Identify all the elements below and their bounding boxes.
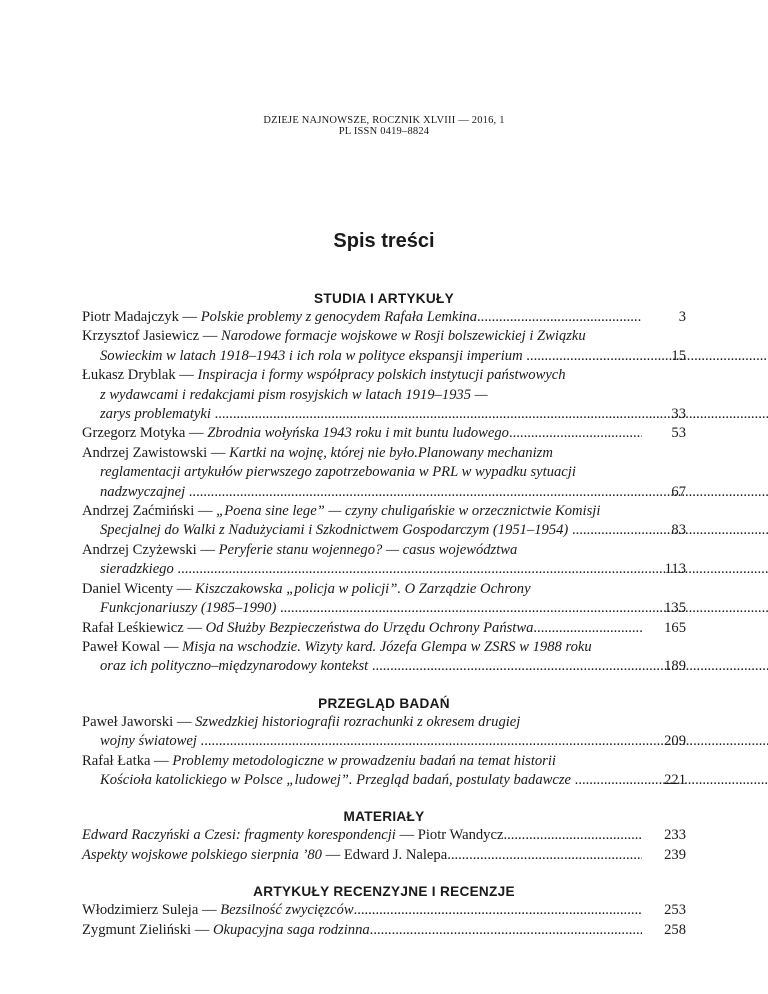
entry-author: — Piotr Wandycz xyxy=(395,827,504,844)
entry-author: Włodzimierz Suleja — xyxy=(82,902,221,919)
entry-text xyxy=(82,846,642,865)
entry-author: Andrzej Czyżewski — xyxy=(82,541,219,558)
entry-text xyxy=(82,327,642,366)
entry-page-number: 67 xyxy=(671,483,686,500)
toc-entry[interactable] xyxy=(82,308,686,327)
toc-section xyxy=(82,290,686,677)
entry-author: Krzysztof Jasiewicz — xyxy=(82,328,221,345)
toc-entry[interactable] xyxy=(82,444,686,502)
toc-entry[interactable] xyxy=(82,713,686,752)
entry-text xyxy=(82,826,642,845)
entry-page-number: 135 xyxy=(664,600,686,617)
entry-text xyxy=(82,901,642,920)
dot-leader xyxy=(523,348,768,364)
dot-leader xyxy=(354,901,642,920)
entry-title: Aspekty wojskowe polskiego sierpnia ’80 xyxy=(82,846,322,863)
toc-entry[interactable] xyxy=(82,846,686,865)
entry-title: Problemy metodologiczne w prowadzeniu badań na temat historii xyxy=(172,752,556,769)
toc-entry[interactable] xyxy=(82,638,686,677)
toc-entry[interactable] xyxy=(82,901,686,920)
entry-page-number: 113 xyxy=(664,561,686,578)
entry-title: wojny światowej xyxy=(100,733,197,750)
entry-title: Narodowe formacje wojskowe w Rosji bolszewickiej i Związku xyxy=(221,328,586,345)
entry-title: nadzwyczajnej xyxy=(100,483,186,500)
entry-page-number: 15 xyxy=(671,347,686,364)
entry-author: Rafał Leśkiewicz — xyxy=(82,619,206,636)
entry-title: Kościoła katolickiego w Polsce „ludowej”. Przegląd badań, postulaty badawcze xyxy=(100,771,572,788)
dot-leader xyxy=(370,921,642,940)
entry-title: Misja na wschodzie. Wizyty kard. Józefa Glempa w ZSRS w 1988 roku xyxy=(182,638,592,655)
entry-text xyxy=(82,713,642,752)
entry-text xyxy=(82,580,642,619)
entry-author: Rafał Łatka — xyxy=(82,752,173,769)
entry-author: Paweł Kowal — xyxy=(82,638,183,655)
dot-leader xyxy=(276,600,768,616)
entry-title: Zbrodnia wołyńska 1943 roku i mit buntu ludowego xyxy=(207,425,509,442)
entry-page-number: 253 xyxy=(664,902,686,919)
entry-title: Szwedzkiej historiografii rozrachunki z okresem drugiej xyxy=(195,713,521,730)
entry-page-number: 221 xyxy=(664,771,686,788)
entry-title: Edward Raczyński a Czesi: fragmenty korespondencji xyxy=(82,827,396,844)
entry-title: Bezsilność zwycięzców xyxy=(220,902,354,919)
toc-entry[interactable] xyxy=(82,921,686,940)
entry-page-number: 3 xyxy=(678,309,686,325)
toc-section xyxy=(82,808,686,865)
entry-page-number: 189 xyxy=(664,658,686,675)
entry-text xyxy=(82,752,642,791)
entry-text xyxy=(82,638,642,677)
entry-text xyxy=(82,444,642,502)
toc-entry[interactable] xyxy=(82,541,686,580)
toc-entry[interactable] xyxy=(82,424,686,443)
entry-author: Andrzej Zawistowski — xyxy=(82,444,230,461)
entry-page-number: 209 xyxy=(664,733,686,750)
entry-text xyxy=(82,921,642,940)
entry-author: — Edward J. Nalepa xyxy=(321,846,448,863)
toc-entry[interactable] xyxy=(82,619,686,638)
entry-title: Kartki na wojnę, której nie było.Planowany mechanizm xyxy=(229,444,553,461)
entry-page-number: 233 xyxy=(664,827,686,844)
entry-page-number: 83 xyxy=(671,522,686,539)
entry-page-number: 53 xyxy=(671,425,686,442)
entry-author: Andrzej Zaćmiński — xyxy=(82,503,217,520)
dot-leader xyxy=(368,658,768,674)
toc-entry[interactable] xyxy=(82,366,686,424)
toc-entry[interactable] xyxy=(82,502,686,541)
entry-text xyxy=(82,366,642,424)
journal-header-line1: DZIEJE NAJNOWSZE, ROCZNIK XLVIII — 2016, 1 xyxy=(263,115,505,126)
toc-entry[interactable] xyxy=(82,580,686,619)
entry-title: Sowieckim w latach 1918–1943 i ich rola w polityce ekspansji imperium xyxy=(100,347,523,364)
entry-text xyxy=(82,308,642,327)
dot-leader xyxy=(447,846,642,865)
dot-leader xyxy=(509,424,642,443)
entry-author: Piotr Madajczyk — xyxy=(82,309,201,325)
entry-author: Grzegorz Motyka — xyxy=(82,425,208,442)
section-heading: PRZEGLĄD BADAŃ xyxy=(318,695,450,711)
toc-entry[interactable] xyxy=(82,752,686,791)
entry-title: „Poena sine lege” — czyny chuligańskie w orzecznictwie Komisji xyxy=(216,503,601,520)
entry-author: Łukasz Dryblak — xyxy=(82,367,198,384)
entry-title: sieradzkiego xyxy=(100,561,174,578)
journal-header xyxy=(0,115,768,137)
entry-title: Od Służby Bezpieczeństwa do Urzędu Ochrony Państwa xyxy=(205,619,534,636)
entry-title: Polskie problemy z genocydem Rafała Lemkina xyxy=(200,309,478,325)
entry-text xyxy=(82,541,642,580)
entry-title: Funkcjonariuszy (1985–1990) xyxy=(100,600,277,617)
entry-page-number: 239 xyxy=(664,846,686,863)
toc-entry[interactable] xyxy=(82,826,686,845)
entry-page-number: 33 xyxy=(671,406,686,423)
toc-section xyxy=(82,883,686,940)
entry-title: Kiszczakowska „policja w policji”. O Zarządzie Ochrony xyxy=(195,580,531,597)
entry-text xyxy=(82,502,642,541)
entry-title: Specjalnej do Walki z Nadużyciami i Szkodnictwem Gospodarczym (1951–1954) xyxy=(100,522,569,539)
entry-text xyxy=(82,619,642,638)
section-heading: STUDIA I ARTYKUŁY xyxy=(313,291,455,306)
entry-title: Peryferie stanu wojennego? — casus województwa xyxy=(218,541,518,558)
entry-title: Okupacyjna saga rodzinna xyxy=(212,921,370,938)
section-heading: MATERIAŁY xyxy=(343,809,425,825)
entry-title: oraz ich polityczno–międzynarodowy kontekst xyxy=(100,658,369,675)
table-of-contents xyxy=(82,290,686,940)
entry-author: Daniel Wicenty — xyxy=(82,580,196,597)
toc-section xyxy=(82,695,686,791)
entry-page-number: 258 xyxy=(664,921,686,938)
dot-leader xyxy=(477,308,642,327)
entry-title: zarys problematyki xyxy=(100,406,211,423)
dot-leader xyxy=(503,826,642,845)
journal-header-line2: PL ISSN 0419–8824 xyxy=(338,126,430,137)
entry-author: Paweł Jaworski — xyxy=(82,713,196,730)
entry-text xyxy=(82,424,642,443)
entry-title: reglamentacji artykułów pierwszego zapotrzebowania w PRL w wypadku sytuacji xyxy=(100,464,576,481)
dot-leader xyxy=(533,619,642,638)
entry-author: Zygmunt Zieliński — xyxy=(82,921,213,938)
entry-title: Inspiracja i formy współpracy polskich instytucji państwowych xyxy=(197,367,566,384)
entry-page-number: 165 xyxy=(664,619,686,636)
section-heading: ARTYKUŁY RECENZYJNE I RECENZJE xyxy=(253,884,515,900)
entry-title: z wydawcami i redakcjami pism rosyjskich w latach 1919–1935 — xyxy=(100,386,488,403)
toc-entry[interactable] xyxy=(82,327,686,366)
page-title: Spis treści xyxy=(333,230,435,252)
